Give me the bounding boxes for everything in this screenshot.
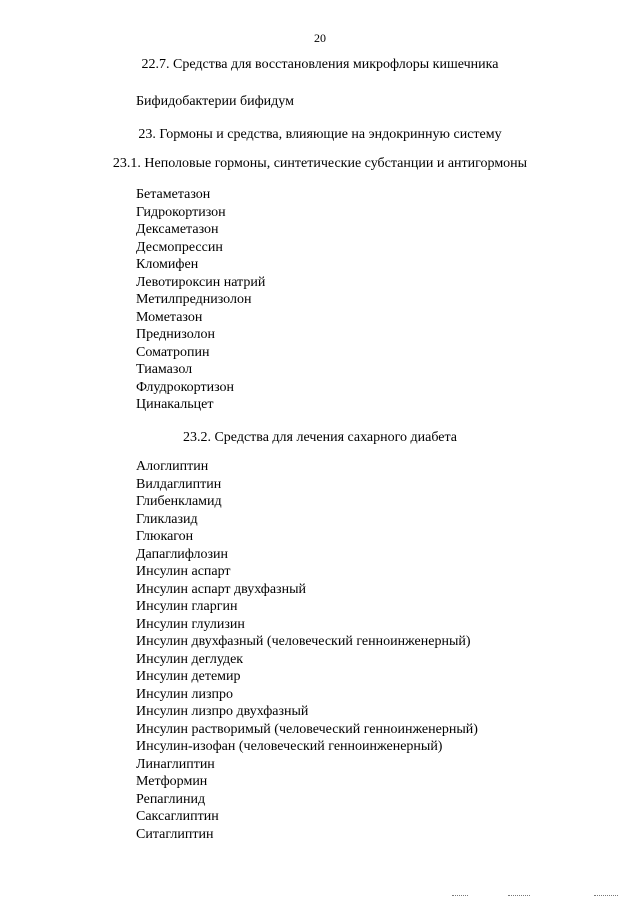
section-22-7-item: Бифидобактерии бифидум [136,94,294,109]
list-item: Инсулин-изофан (человеческий генноинженерный) [136,739,443,754]
section-23-1-title: 23.1. Неполовые гормоны, синтетические субстанции и антигормоны [112,156,528,171]
list-item: Репаглинид [136,791,206,807]
list-item: Инсулин лизпро [136,686,233,702]
list-item: Инсулин детемир [136,669,241,684]
list-item: Метформин [136,774,208,789]
list-item: Кломифен [136,257,199,272]
list-item: Цинакальцет [136,397,214,412]
list-item: Соматропин [136,344,210,360]
section-23-1-list [136,186,265,414]
list-item: Глибенкламид [136,494,222,509]
list-item: Саксаглиптин [136,809,219,824]
list-item: Преднизолон [136,327,215,342]
list-item: Инсулин аспарт двухфазный [136,581,306,597]
section-23-title: 23. Гормоны и средства, влияющие на эндокринную систему [138,127,502,142]
list-item: Бетаметазон [136,187,211,202]
list-item: Инсулин глулизин [136,616,245,632]
footer-mark [508,895,530,896]
section-23-2-list [136,458,478,843]
section-22-7-title: 22.7. Средства для восстановления микрофлоры кишечника [141,57,499,72]
list-item: Левотироксин натрий [136,274,266,290]
list-item: Мометазон [136,309,203,325]
footer-scan-marks [0,895,640,899]
list-item: Инсулин растворимый (человеческий генноинженерный) [136,721,478,737]
list-item: Дапаглифлозин [136,546,229,562]
list-item: Ситаглиптин [136,826,214,842]
list-item: Алоглиптин [136,459,209,474]
list-item: Флудрокортизон [136,379,235,395]
list-item: Инсулин двухфазный (человеческий генноинженерный) [136,634,471,649]
list-item: Метилпреднизолон [136,292,252,307]
list-item: Тиамазол [136,362,193,377]
list-item: Гликлазид [136,511,198,527]
list-item: Глюкагон [136,529,194,544]
list-item: Инсулин лизпро двухфазный [136,704,309,719]
section-23-2-title: 23.2. Средства для лечения сахарного диабета [182,430,458,445]
footer-mark [452,895,468,896]
list-item: Инсулин гларгин [136,599,238,614]
list-item: Гидрокортизон [136,204,226,220]
list-item: Инсулин деглудек [136,651,244,667]
list-item: Десмопрессин [136,239,223,255]
footer-mark [594,895,618,896]
list-item: Вилдаглиптин [136,476,222,492]
list-item: Дексаметазон [136,222,219,237]
list-item: Инсулин аспарт [136,564,231,579]
list-item: Линаглиптин [136,756,215,772]
page-number: 20 [314,31,326,45]
